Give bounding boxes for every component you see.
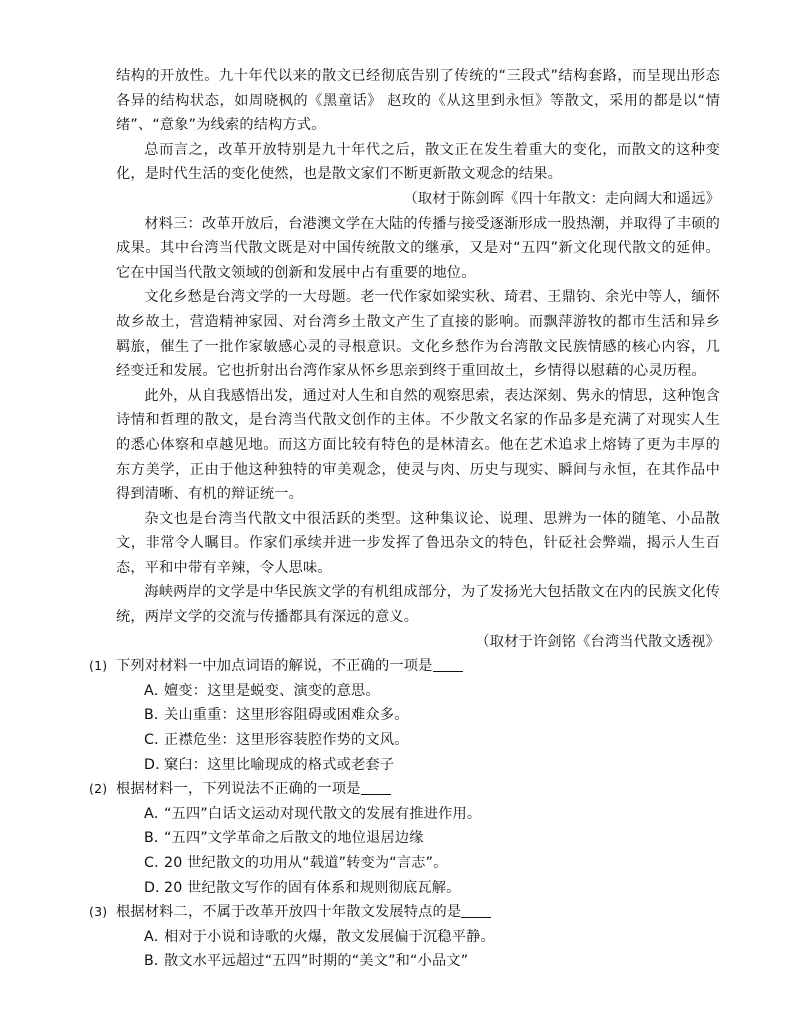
option-key: A． (144, 928, 169, 945)
option-text: 20 世纪散文的功用从“载道”转变为“言志”。 (164, 855, 448, 871)
answer-blank[interactable] (461, 903, 491, 918)
option-a[interactable] (144, 679, 720, 704)
option-key: D． (144, 756, 170, 773)
question-3 (89, 900, 720, 925)
option-key: A． (144, 805, 169, 822)
option-b[interactable] (144, 826, 720, 851)
source-citation-chen: （取材于陈剑晖《四十年散文：走向阔大和遥远》 (403, 190, 720, 207)
option-text: 正襟危坐：这里形容装腔作势的文风。 (164, 732, 409, 749)
option-a[interactable] (144, 925, 720, 950)
option-d[interactable] (144, 753, 720, 778)
document-body (89, 64, 720, 974)
option-c[interactable] (144, 851, 720, 876)
question-stem: 根据材料一，下列说法不正确的一项是 (116, 781, 361, 798)
option-text: “五四”文学革命之后散文的地位退居边缘 (164, 830, 424, 847)
paragraph-structure-openness: 结构的开放性。九十年代以来的散文已经彻底告别了传统的“三段式”结构套路，而呈现出形态各异的结构状态，如周晓枫的《黑童话》 赵玫的《从这里到永恒》等散文，采用的都是以“情绪”、“意象”为线索的结构方式。 (116, 68, 720, 134)
option-b[interactable] (144, 703, 720, 728)
option-a[interactable] (144, 802, 720, 827)
answer-blank[interactable] (361, 780, 391, 795)
option-text: 嬗变：这里是蜕变、演变的意思。 (164, 682, 380, 699)
paragraph-zawen: 杂文也是台湾当代散文中很活跃的类型。这种集议论、说理、思辨为一体的随笔、小品散文，非常令人瞩目。作家们承续并进一步发挥了鲁迅杂文的特色，针砭社会弊端，揭示人生百态，平和中带有辛辣，令人思味。 (116, 510, 720, 576)
paragraph-cultural-nostalgia: 文化乡愁是台湾文学的一大母题。老一代作家如梁实秋、琦君、王鼎钧、余光中等人，缅怀故乡故土，营造精神家园、对台湾乡土散文产生了直接的影响。而飘萍游牧的都市生活和异乡羁旅，催生了一批作家敏感心灵的寻根意识。文化乡愁作为台湾散文民族情感的核心内容，几经变迁和发展。它也折射出台湾作家从怀乡思亲到终于重回故土，乡情得以慰藉的心灵历程。 (116, 289, 720, 380)
answer-blank[interactable] (433, 657, 463, 672)
option-text: 散文水平远超过“五四”时期的“美文”和“小品文” (164, 953, 469, 970)
option-text: 20 世纪散文写作的固有体系和规则彻底瓦解。 (164, 879, 461, 896)
option-key: B． (144, 953, 169, 970)
paragraph-material-three: 材料三：改革开放后，台港澳文学在大陆的传播与接受逐渐形成一股热潮，并取得了丰硕的成果。其中台湾当代散文既是对中国传统散文的继承，又是对“五四”新文化现代散文的延伸。它在中国当代散文领域的创新和发展中占有重要的地位。 (116, 215, 720, 281)
option-d[interactable] (144, 876, 720, 901)
question-1 (89, 654, 720, 679)
option-text: 窠臼：这里比喻现成的格式或老套子 (164, 756, 395, 773)
question-number: (2) (89, 781, 108, 797)
option-key: C． (144, 732, 169, 749)
option-key: B． (144, 830, 169, 847)
question-2 (89, 777, 720, 802)
question-number: (1) (89, 658, 108, 674)
question-stem: 下列对材料一中加点词语的解说，不正确的一项是 (116, 658, 433, 675)
option-key: D． (144, 879, 170, 896)
option-key: A． (144, 682, 169, 699)
question-stem: 根据材料二，不属于改革开放四十年散文发展特点的是 (116, 904, 462, 921)
option-text: “五四”白话文运动对现代散文的发展有推进作用。 (164, 805, 482, 822)
option-key: B． (144, 707, 169, 724)
option-text: 相对于小说和诗歌的火爆，散文发展偏于沉稳平静。 (164, 928, 495, 945)
option-b[interactable] (144, 949, 720, 974)
paragraph-cross-strait: 海峡两岸的文学是中华民族文学的有机组成部分，为了发扬光大包括散文在内的民族文化传统，两岸文学的交流与传播都具有深远的意义。 (116, 584, 720, 626)
paragraph-self-reflection: 此外，从自我感悟出发，通过对人生和自然的观察思索，表达深刻、隽永的情思，这种饱含诗情和哲理的散文，是台湾当代散文创作的主体。不少散文名家的作品多是充满了对现实人生的悉心体察和卓越见地。而这方面比较有特色的是林清玄。他在艺术追求上熔铸了更为丰厚的东方美学，正由于他这种独特的审美观念，使灵与肉、历史与现实、瞬间与永恒，在其作品中得到清晰、有机的辩证统一。 (116, 387, 720, 503)
option-key: C． (144, 855, 169, 871)
paragraph-summary: 总而言之，改革开放特别是九十年代之后，散文正在发生着重大的变化，而散文的这种变化，是时代生活的变化使然，也是散文家们不断更新散文观念的结果。 (116, 141, 720, 183)
option-c[interactable] (144, 728, 720, 753)
option-text: 关山重重：这里形容阻碍或困难众多。 (164, 707, 409, 724)
source-citation-xu: （取材于许剑铭《台湾当代散文透视》 (475, 633, 720, 650)
question-number: (3) (89, 904, 108, 920)
